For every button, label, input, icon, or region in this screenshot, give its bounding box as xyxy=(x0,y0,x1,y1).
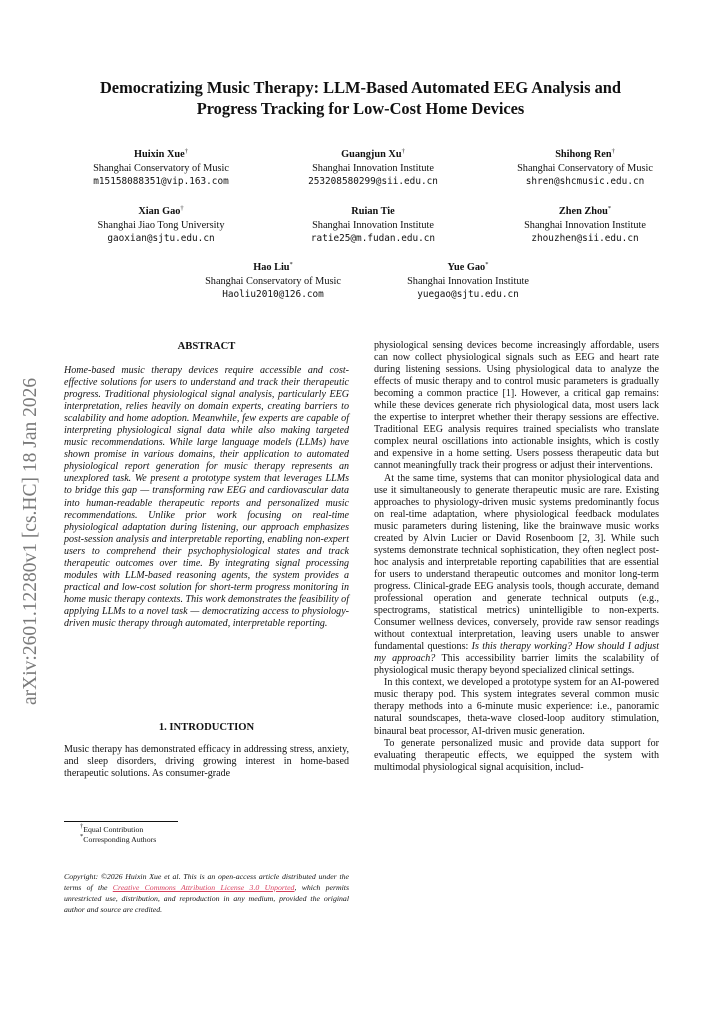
author-affiliation: Shanghai Innovation Institute xyxy=(312,162,434,174)
right-paragraph-2 xyxy=(374,473,659,678)
author-name: Guangjun Xu xyxy=(341,149,402,160)
footnote-rule xyxy=(64,821,178,822)
right-paragraph-1: physiological sensing devices become increasingly affordable, users can now collect physiological signals such as EEG and heart rate during listening sessions. Using physiological data to analyze the effects of music therapy and to control music parameters is gradually becoming a common practice [1]. However, a critical gap remains: while these devices generate rich physiological data, most users lack the expertise to interpret whether their therapy sessions are effective. Traditional EEG analysis requires trained specialists who translate complex neural oscillations into actionable insights, which is costly and expensive in a home setting. Users possess therapeutic data but cannot meaningfully track their progress or adjust their interventions. xyxy=(374,340,659,472)
copyright-pre: Copyright: ©2026 Huixin Xue et al. This is an open-access article distributed under the terms of the xyxy=(64,872,349,892)
author-block xyxy=(480,148,690,189)
author-block xyxy=(480,205,690,246)
author-affiliation: Shanghai Jiao Tong University xyxy=(97,219,225,231)
intro-paragraph: Music therapy has demonstrated efficacy in addressing stress, anxiety, and sleep disorders, driving growing interest in home-based therapeutic solutions. As consumer-grade xyxy=(64,744,349,780)
license-link[interactable]: Creative Commons Attribution License 3.0 Unported xyxy=(112,882,295,892)
author-email[interactable]: yuegao@sjtu.edu.cn xyxy=(417,289,519,301)
author-affiliation: Shanghai Innovation Institute xyxy=(524,219,646,231)
author-email[interactable]: m15158088351@vip.163.com xyxy=(93,176,229,188)
author-affiliation: Shanghai Conservatory of Music xyxy=(93,162,229,174)
author-name: Yue Gao xyxy=(447,262,486,273)
author-mark: † xyxy=(611,148,615,155)
footnote-corr-mark: * xyxy=(80,833,84,840)
abstract-heading: ABSTRACT xyxy=(177,341,236,352)
arxiv-identifier: arXiv:2601.12280v1 [cs.HC] 18 Jan 2026 xyxy=(20,377,41,705)
footnote-equal-text: Equal Contribution xyxy=(83,825,144,834)
copyright-notice xyxy=(64,872,349,916)
footnote-equal xyxy=(80,825,365,835)
title-line-2: Progress Tracking for Low-Cost Home Devices xyxy=(196,99,525,118)
author-name: Shihong Ren xyxy=(555,149,612,160)
author-mark: * xyxy=(485,261,489,268)
right-paragraph-3: In this context, we developed a prototype system for an AI-powered music therapy pod. This system integrates several common music therapy methods into a 6-minute music experience: i.e., panoramic natural soundscapes, theta-wave closed-loop auditory stimulation, binaural beat processor, AI-driven music generation. xyxy=(374,677,659,737)
paper-title xyxy=(60,77,661,119)
author-email[interactable]: ratie25@m.fudan.edu.cn xyxy=(310,233,436,245)
author-block xyxy=(168,261,378,302)
author-mark: † xyxy=(180,205,184,212)
right-paragraph-2-pre: At the same time, systems that can monitor physiological data and use it simultaneously to generate therapeutic music are rare. Existing approaches to physiology-driven music systems predominantly focus on real-time adaptation, where physiological feedback modulates music parameters during listening, like the brainwave music works created by Alvin Lucier or David Rosenboom [2, 3]. While such systems demonstrate technical sophistication, they often neglect post-hoc analysis and interpretable reporting capabilities that are essential for users to understand therapeutic outcomes and monitor long-term progress. Clinical-grade EEG analysis tools, though accurate, demand professional operation and generate technical outputs (e.g., spectrograms, statistical metrics) unintelligible to non-experts. Consumer wellness devices, conversely, provide raw sensor readings without contextual interpretation, leaving users unable to answer fundamental questions: xyxy=(374,472,659,653)
author-affiliation: Shanghai Innovation Institute xyxy=(407,275,529,287)
author-name: Huixin Xue xyxy=(134,149,185,160)
author-mark: * xyxy=(289,261,293,268)
author-block xyxy=(268,148,478,189)
footnote-equal-mark: † xyxy=(80,823,84,830)
author-email[interactable]: shren@shcmusic.edu.cn xyxy=(525,176,645,188)
author-name: Xian Gao xyxy=(138,206,181,217)
abstract-column xyxy=(64,365,349,630)
right-paragraph-4: To generate personalized music and provide data support for evaluating therapeutic effects, we equipped the system with multimodal physiological signal acquisition, includ- xyxy=(374,737,659,773)
right-column xyxy=(374,340,659,774)
author-email[interactable]: zhouzhen@sii.edu.cn xyxy=(531,233,639,245)
footnote-corr xyxy=(80,835,365,845)
author-mark: * xyxy=(607,205,612,212)
author-affiliation: Shanghai Conservatory of Music xyxy=(517,162,653,174)
author-email[interactable]: Haoliu2010@126.com xyxy=(222,289,324,301)
author-email[interactable]: 253208580299@sii.edu.cn xyxy=(308,176,438,188)
right-paragraph-2-question: Is this therapy working? How should I adjust my approach? xyxy=(374,641,659,665)
intro-heading: 1. INTRODUCTION xyxy=(158,722,255,733)
author-affiliation: Shanghai Conservatory of Music xyxy=(205,275,341,287)
author-mark: † xyxy=(401,148,405,155)
author-block xyxy=(268,205,478,246)
footnotes xyxy=(80,825,365,845)
author-email[interactable]: gaoxian@sjtu.edu.cn xyxy=(107,233,215,245)
author-mark: † xyxy=(184,148,188,155)
author-name: Zhen Zhou xyxy=(558,206,608,217)
author-block xyxy=(56,205,266,246)
author-block xyxy=(56,148,266,189)
abstract-text: Home-based music therapy devices require accessible and cost-effective solutions for users to understand and track their therapeutic progress. Traditional physiological signal analysis, particularly EEG interpretation, relies heavily on domain experts, creating barriers to scalability and home adoption. Meanwhile, few experts are capable of interpreting physiological signal data while also making targeted music recommendations. While large language models (LLMs) have shown promise in various domains, their application to automated physiological report generation for music therapy represents an unexplored task. We present a prototype system that leverages LLMs to bridge this gap — transforming raw EEG and cardiovascular data into human-readable therapeutic reports and personalized music recommendations. Unlike prior work focusing on real-time physiological adaptation during listening, our approach emphasizes post-session analysis and interpretable reporting, enabling non-expert users to comprehend their psychophysiological states and track therapeutic outcomes over time. By integrating signal processing modules with LLM-based reasoning agents, the system provides a practical and low-cost solution for short-term progress monitoring in home music therapy contexts. This work demonstrates the feasibility of applying LLMs to a novel task — democratizing access to physiology-driven music therapy through automated, interpretable reporting. xyxy=(64,365,349,629)
right-paragraph-2-post: This accessibility barrier limits the scalability of physiological music therapy beyond specialized clinical settings. xyxy=(374,653,659,677)
author-name: Hao Liu xyxy=(253,262,290,273)
intro-left-column xyxy=(64,744,349,780)
copyright-post: , which permits unrestricted use, distribution, and reproduction in any medium, provided the original author and source are credited. xyxy=(64,882,349,914)
author-affiliation: Shanghai Innovation Institute xyxy=(312,219,434,231)
author-block xyxy=(363,261,573,302)
author-name: Ruian Tie xyxy=(351,206,395,217)
title-line-1: Democratizing Music Therapy: LLM-Based Automated EEG Analysis and xyxy=(99,78,622,97)
footnote-corr-text: Corresponding Authors xyxy=(83,835,157,844)
